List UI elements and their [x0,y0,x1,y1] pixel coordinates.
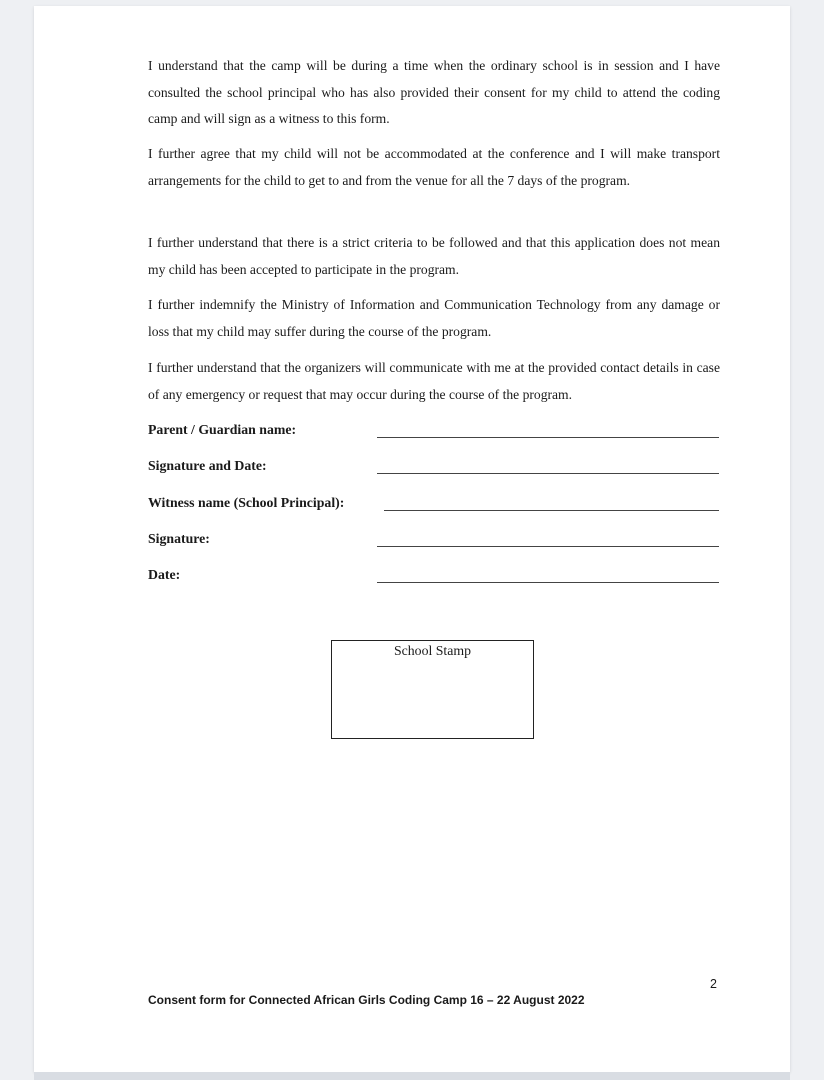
date-label: Date: [148,567,181,582]
signature-and-date-line[interactable] [377,473,719,474]
page-footer: Consent form for Connected African Girls Coding Camp 16 – 22 August 2022 [148,993,585,1007]
paragraph-communication: I further understand that the organizers will communicate with me at the provided contact details in case of any emergency or request that may occur during the course of the program. [148,360,720,402]
paragraph-criteria: I further understand that there is a strict criteria to be followed and that this application does not mean my child has been accepted to participate in the program. [148,235,720,277]
parent-guardian-name-label: Parent / Guardian name: [148,422,297,437]
signature-and-date-label: Signature and Date: [148,458,267,473]
signature-label: Signature: [148,531,210,546]
paragraph-camp-during-school: I understand that the camp will be during a time when the ordinary school is in session and I have consulted the school principal who has also provided their consent for my child to attend the coding camp and will sign as a witness to this form. [148,58,720,126]
witness-name-line[interactable] [384,510,719,511]
document-page [34,6,790,1072]
signature-line[interactable] [377,546,719,547]
date-line[interactable] [377,582,719,583]
paragraph-transport: I further agree that my child will not be accommodated at the conference and I will make transport arrangements for the child to get to and from the venue for all the 7 days of the program. [148,146,720,188]
paragraph-indemnify: I further indemnify the Ministry of Information and Communication Technology from any damage or loss that my child may suffer during the course of the program. [148,297,720,339]
parent-guardian-name-line[interactable] [377,437,719,438]
school-stamp-box [331,640,534,739]
page-number: 2 [710,977,717,991]
witness-name-label: Witness name (School Principal): [148,495,345,510]
school-stamp-label: School Stamp [393,643,472,658]
page-bottom-edge [34,1072,790,1080]
